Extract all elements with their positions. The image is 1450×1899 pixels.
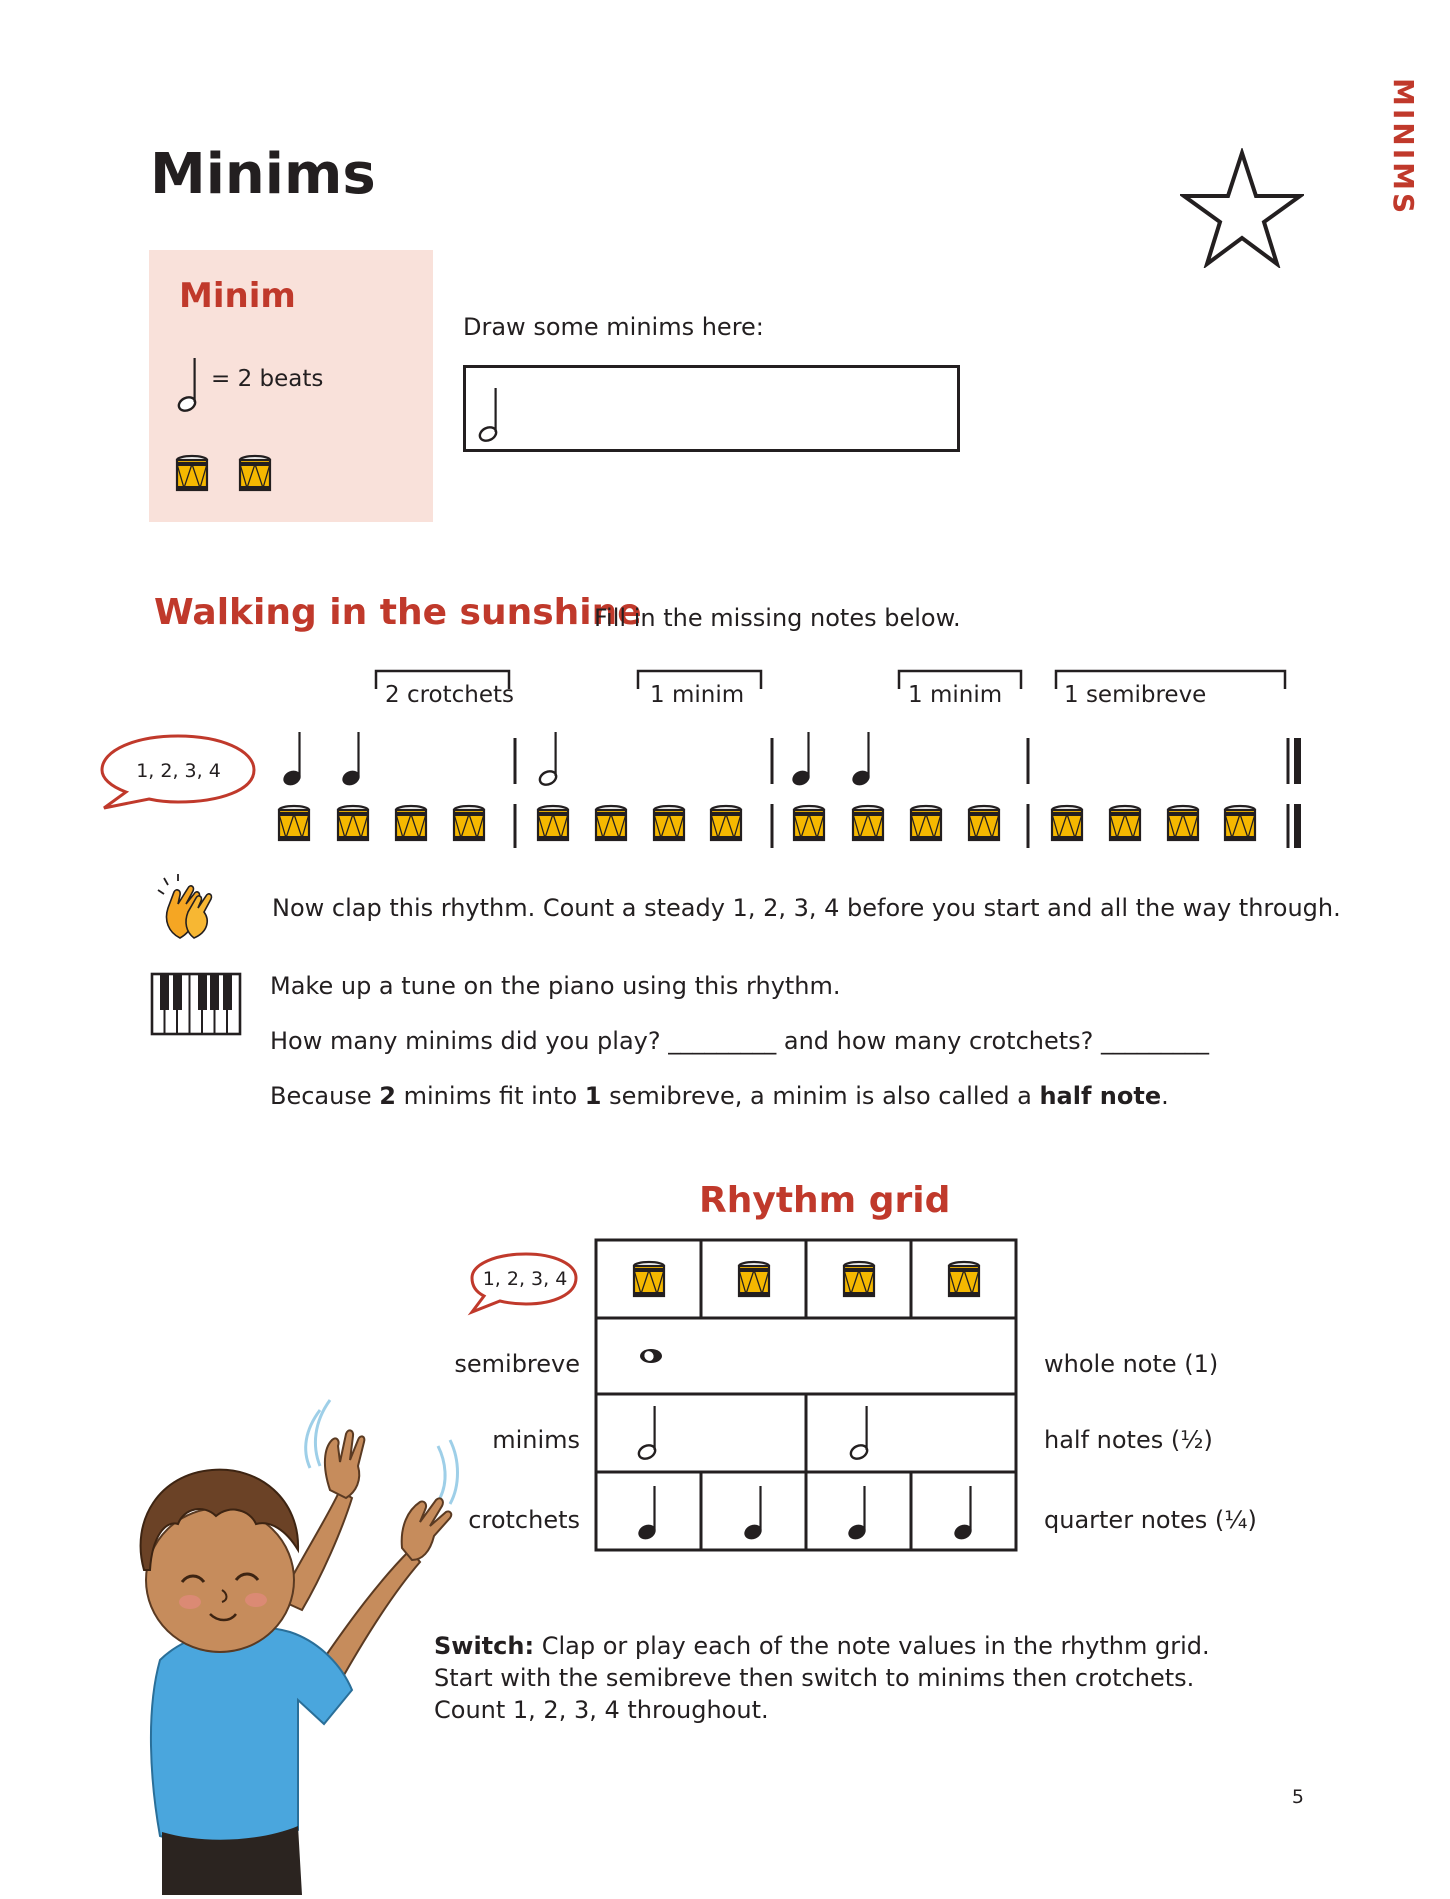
drum-beats-row [260,800,1320,850]
switch-line-3: Count 1, 2, 3, 4 throughout. [434,1696,769,1724]
clapping-hands-icon [150,872,222,944]
grid-count-bubble-text: 1, 2, 3, 4 [482,1268,568,1290]
rhythm-grid-title: Rhythm grid [699,1180,951,1221]
page-title: Minims [150,142,376,207]
minim-note-icon [478,382,508,442]
walking-instruction: Fill in the missing notes below. [594,604,961,632]
drum-icon-pair [175,454,275,498]
clap-instruction: Now clap this rhythm. Count a steady 1, 2, 3, 4 before you start and all the way through. [272,894,1341,922]
bracket-label-semibreve: 1 semibreve [1064,682,1207,708]
fact-bold-half-note: half note [1039,1082,1162,1110]
row-label-crotchets: crotchets [468,1506,580,1534]
minim-box-title: Minim [179,276,296,316]
question-crotchets: and how many crotchets? [783,1027,1094,1055]
switch-line-1-text: Clap or play each of the note values in the rhythm grid. [534,1632,1210,1660]
page-number: 5 [1291,1786,1304,1808]
rhythm-grid-table [594,1238,1018,1552]
side-tab-label: MINIMS [1387,78,1420,217]
bracket-label-minim-2: 1 minim [908,682,1003,708]
draw-area[interactable] [463,365,960,452]
rhythm-notes-row [260,720,1320,792]
row-label-minims: minims [492,1426,580,1454]
bracket-label-crotchets: 2 crotchets [385,682,515,708]
fact-bold-2: 2 [379,1082,396,1110]
answer-blank-crotchets[interactable]: _________ [1101,1027,1210,1055]
fact-bold-1: 1 [584,1082,602,1110]
row-label-semibreve: semibreve [454,1350,580,1378]
piano-keys-icon [150,972,242,1036]
switch-label: Switch: [434,1632,535,1660]
question-minims: How many minims did you play? [270,1027,661,1055]
row-value-half-notes: half notes (½) [1044,1426,1213,1454]
half-note-fact [270,1082,1169,1110]
crotchet-note-icon [850,732,872,788]
semibreve-note-icon [640,1349,662,1363]
fact-part: Because [270,1082,380,1110]
count-bubble-text: 1, 2, 3, 4 [136,760,221,782]
count-question [270,1027,1209,1055]
minim-note-icon [538,732,559,787]
fact-part: minims fit into [395,1082,585,1110]
row-value-quarter-notes: quarter notes (¼) [1044,1506,1257,1534]
switch-instruction [434,1630,1210,1726]
minim-info-box [149,250,433,522]
walking-title: Walking in the sunshine [154,592,642,633]
crotchet-note-icon [340,732,362,788]
fact-part: semibreve, a minim is also called a [601,1082,1040,1110]
minim-note-icon [177,352,207,412]
row-value-whole-note: whole note (1) [1044,1350,1219,1378]
bracket-label-minim-1: 1 minim [650,682,745,708]
fact-part: . [1161,1082,1169,1110]
switch-line-2: Start with the semibreve then switch to minims then crotchets. [434,1664,1195,1692]
answer-blank-minims[interactable]: _________ [668,1027,777,1055]
star-icon [1180,148,1304,268]
crotchet-note-icon [281,732,303,788]
piano-instruction: Make up a tune on the piano using this rhythm. [270,972,841,1000]
minim-equation: = 2 beats [211,366,324,392]
boy-illustration [90,1370,470,1895]
draw-prompt: Draw some minims here: [463,313,764,341]
crotchet-note-icon [790,732,812,788]
switch-line-1 [434,1630,1210,1662]
